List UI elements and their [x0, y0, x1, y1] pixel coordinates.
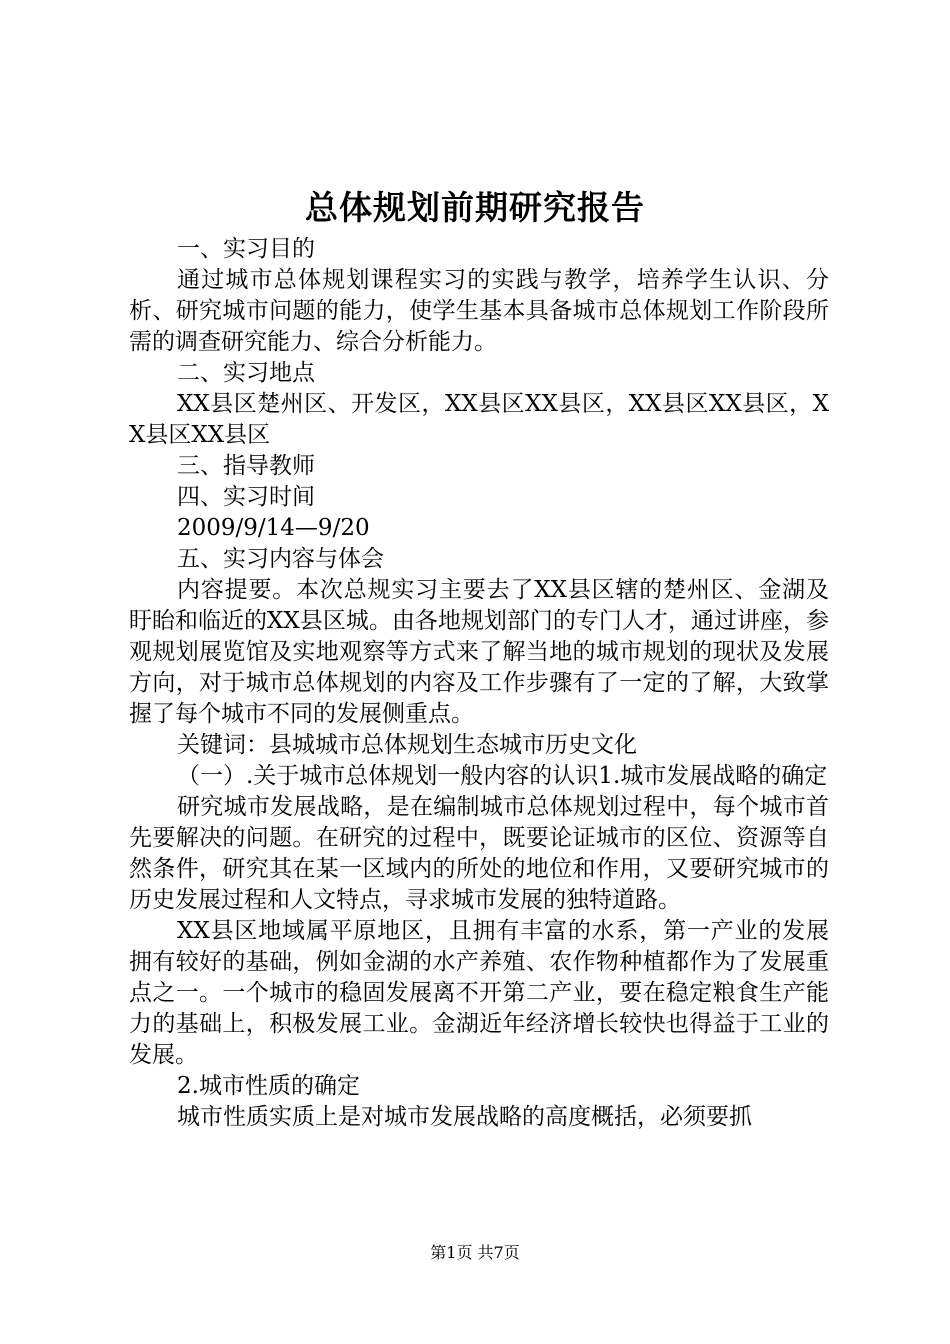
paragraph: XX县区地域属平原地区，且拥有丰富的水系，第一产业的发展拥有较好的基础，例如金湖的水产养殖、农作物种植都作为了发展重点之一。一个城市的稳固发展离不开第二产业，要在稳定粮食生产能力的基础上，积极发展工业。金湖近年经济增长较快也得益于工业的发展。: [129, 918, 829, 1068]
paragraph: 城市性质实质上是对城市发展战略的高度概括，必须要抓: [177, 1104, 752, 1130]
paragraph: 内容提要。本次总规实习主要去了XX县区辖的楚州区、金湖及盱眙和临近的XX县区城。由各地规划部门的专门人才，通过讲座，参观规划展览馆及实地观察等方式来了解当地的城市规划的现状及发展方向，对于城市总体规划的内容及工作步骤有了一定的了解，大致掌握了每个城市不同的发展侧重点。: [129, 577, 829, 727]
subsection-heading: （一）.关于城市总体规划一般内容的认识1.城市发展战略的确定: [177, 763, 828, 789]
paragraph: XX县区楚州区、开发区，XX县区XX县区，XX县区XX县区，XX县区XX县区: [129, 391, 829, 448]
paragraph: 通过城市总体规划课程实习的实践与教学，培养学生认识、分析、研究城市问题的能力，使学生基本具备城市总体规划工作阶段所需的调查研究能力、综合分析能力。: [129, 267, 829, 355]
section-heading: 一、实习目的: [177, 236, 315, 262]
paragraph: 2009/9/14—9/20: [177, 515, 370, 541]
section-heading: 三、指导教师: [177, 453, 315, 479]
section-heading: 二、实习地点: [177, 360, 315, 386]
section-heading: 五、实习内容与体会: [177, 546, 384, 572]
paragraph: 研究城市发展战略，是在编制城市总体规划过程中，每个城市首先要解决的问题。在研究的过程中，既要论证城市的区位、资源等自然条件，研究其在某一区域内的所处的地位和作用，又要研究城市的历史发展过程和人文特点，寻求城市发展的独特道路。: [129, 794, 829, 913]
document-title: 总体规划前期研究报告: [305, 188, 645, 227]
document-body: [129, 234, 829, 1133]
section-heading: 四、实习时间: [177, 484, 315, 510]
subsection-heading: 2.城市性质的确定: [177, 1073, 360, 1099]
page-number-footer: 第1页 共7页: [430, 1243, 520, 1262]
keywords: 关键词：县城城市总体规划生态城市历史文化: [177, 732, 637, 758]
